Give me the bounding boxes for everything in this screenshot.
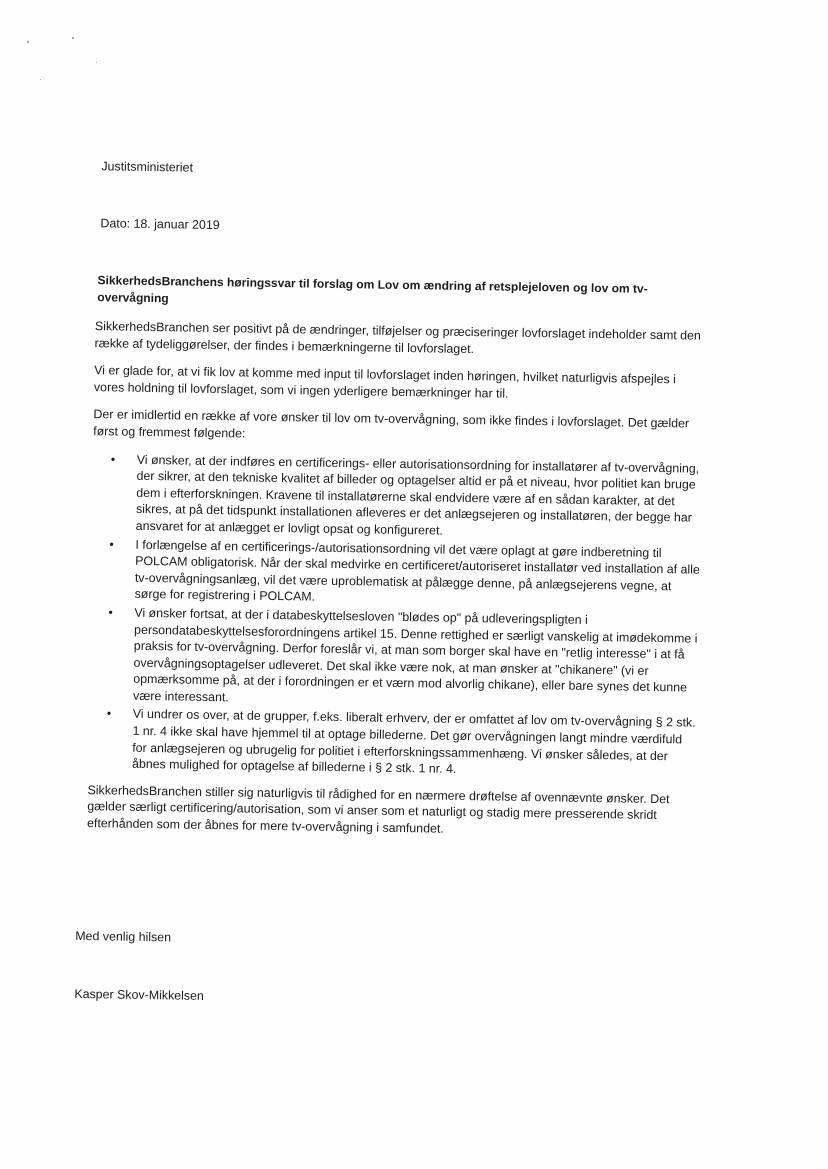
- paragraph-input: Vi er glade for, at vi fik lov at komme med input til lovforslaget inden høringen, hvilket naturligvis afspejles i vores holdning til lovforslaget, som vi ingen yderligere bemærkninger har til.: [93, 363, 676, 401]
- bullet-icon: •: [108, 605, 113, 620]
- list-item-text: Vi ønsker fortsat, at der i databeskyttelsesloven "blødes op" på udleveringspligten i persondatabeskyttelsesforordningens artikel 15. Denne rettighed er særligt vanskelig at imødekomme i praksis for tv-overvågning. Derfor foreslår vi, at man som borger skal have en "retlig interesse" i at få overvågningsoptagelser udleveret. Det skal ikke være nok, at man ønsker at "chikanere" (vi er opmærksomme på, at der i forordningen er et værn mod alvorlig chikane), eller bare synes det kunne være interessant.: [132, 605, 698, 705]
- bullet-icon: •: [110, 451, 116, 467]
- list-item: [110, 451, 703, 543]
- requests-list: [88, 451, 703, 782]
- recipient: Justitsministeriet: [101, 159, 194, 175]
- paragraph-intro: SikkerhedsBranchen ser positivt på de ændringer, tilføjelser og præciseringer lovforslaget indeholder samt den række af tydeliggørelser, der findes i bemærkningerne til lovforslaget.: [94, 319, 701, 356]
- list-item-text: I forlængelse af en certificerings-/autorisationsordning vil det være oplagt at gøre indberetning til POLCAM obligatorisk. Når der skal medvirke en certificeret/autoriseret installatør ved installation af alle tv-overvågningsanlæg, vil det være uproblematisk at pålægge denne, på anlægsejerens vegne, at sørge for registrering i POLCAM.: [134, 537, 700, 604]
- closing-greeting: Med venlig hilsen: [75, 928, 172, 945]
- list-item: [106, 706, 699, 781]
- letter-date: Dato: 18. januar 2019: [100, 216, 220, 233]
- letter-body: [74, 0, 708, 1003]
- paragraph-wishes-intro: Der er imidlertid en række af vore ønsker til lov om tv-overvågning, som ikke findes i lovforslaget. Det gælder først og fremmest følgende:: [93, 407, 690, 441]
- letter-content: [87, 318, 705, 852]
- list-item-text: Vi ønsker, at der indføres en certificerings- eller autorisationsordning for installatører af tv-overvågning, der sikrer, at den tekniske kvalitet af billeder og optagelser altid er på et niveau, hvor politiet kan bruge dem i efterforskningen. Kravene til installatørerne skal endvidere være af en sådan karakter, at det sikres, at på det tidspunkt installationen afleveres er det anlægsejeren og installatøren, der begge har ansvaret for at anlægget er lovligt opsat og konfigureret.: [135, 452, 700, 538]
- list-item-text: Vi undrer os over, at de grupper, f.eks. liberalt erhverv, der er omfattet af lov om tv-overvågning § 2 stk. 1 nr. 4 ikke skal have hjemmel til at optage billederne. Det gør overvågningen langt mindre værdifuld for anlægsejeren og ubrugelig for politiet i efterforskningssammenhæng. Vi ønsker således, at der åbnes mulighed for optagelse af billederne i § 2 stk. 1 nr. 4.: [131, 707, 696, 777]
- bullet-icon: •: [109, 536, 114, 552]
- paragraph-final: SikkerhedsBranchen stiller sig naturligvis til rådighed for en nærmere drøftelse af ovennævnte ønsker. Det gælder særligt certificering/autorisation, som vi anser som et naturligt og stadig mere presserende skridt efterhånden som der åbnes for mere tv-overvågning i samfundet.: [86, 782, 670, 836]
- list-item: [109, 536, 702, 611]
- list-item: [108, 605, 700, 713]
- letter-subject: SikkerhedsBranchens høringssvar til forslag om Lov om ændring af retsplejeloven og lov om tv-overvågning: [97, 273, 648, 306]
- signature-name: Kasper Skov-Mikkelsen: [74, 986, 204, 1003]
- bullet-icon: •: [106, 706, 112, 721]
